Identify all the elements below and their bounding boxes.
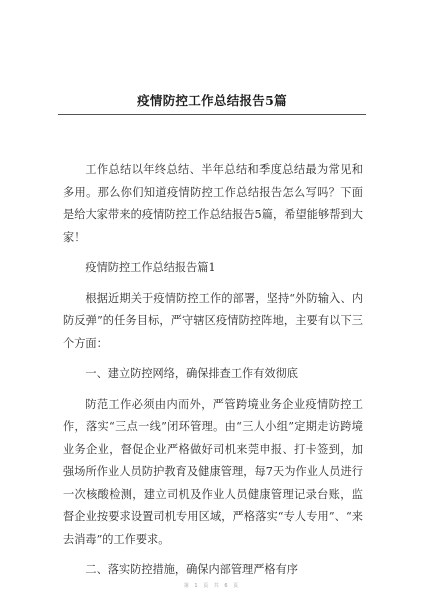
document-body: [63, 159, 363, 590]
subsection-heading-1: 一、建立防控网络，确保排查工作有效彻底: [85, 367, 298, 380]
subsection-heading-2: 二、落实防控措施，确保内部管理严格有序: [85, 563, 298, 576]
body-paragraph: 防范工作必须由内而外，严管跨境业务企业疫情防控工作，落实“三点一线”闭环管理。由“三人小组”定期走访跨境业务企业，督促企业严格做好司机来莞申报、打卡签到，加强场所作业人员防护教育及健康管理，每7天为作业人员进行一次核酸检测，建立司机及作业人员健康管理记录台账，监督企业按要求设置司机专用区域，严格落实“专人专用”、“来去消毒”的工作要求。: [63, 397, 363, 546]
body-paragraph: 根据近期关于疫情防控工作的部署，坚持“外防输入、内防反弹”的任务目标，严守辖区疫情防控阵地，主要有以下三个方面：: [63, 291, 363, 350]
intro-paragraph: 工作总结以年终总结、半年总结和季度总结最为常见和多用。那么你们知道疫情防控工作总结报告怎么写吗？下面是给大家带来的疫情防控工作总结报告5篇，希望能够帮到大家！: [63, 163, 363, 244]
title-underline: [58, 114, 366, 115]
document-title: 疫情防控工作总结报告5篇: [137, 93, 287, 108]
page-footer: 第 1 页 共 6 页: [183, 583, 241, 589]
section-heading: 疫情防控工作总结报告篇1: [85, 261, 216, 274]
